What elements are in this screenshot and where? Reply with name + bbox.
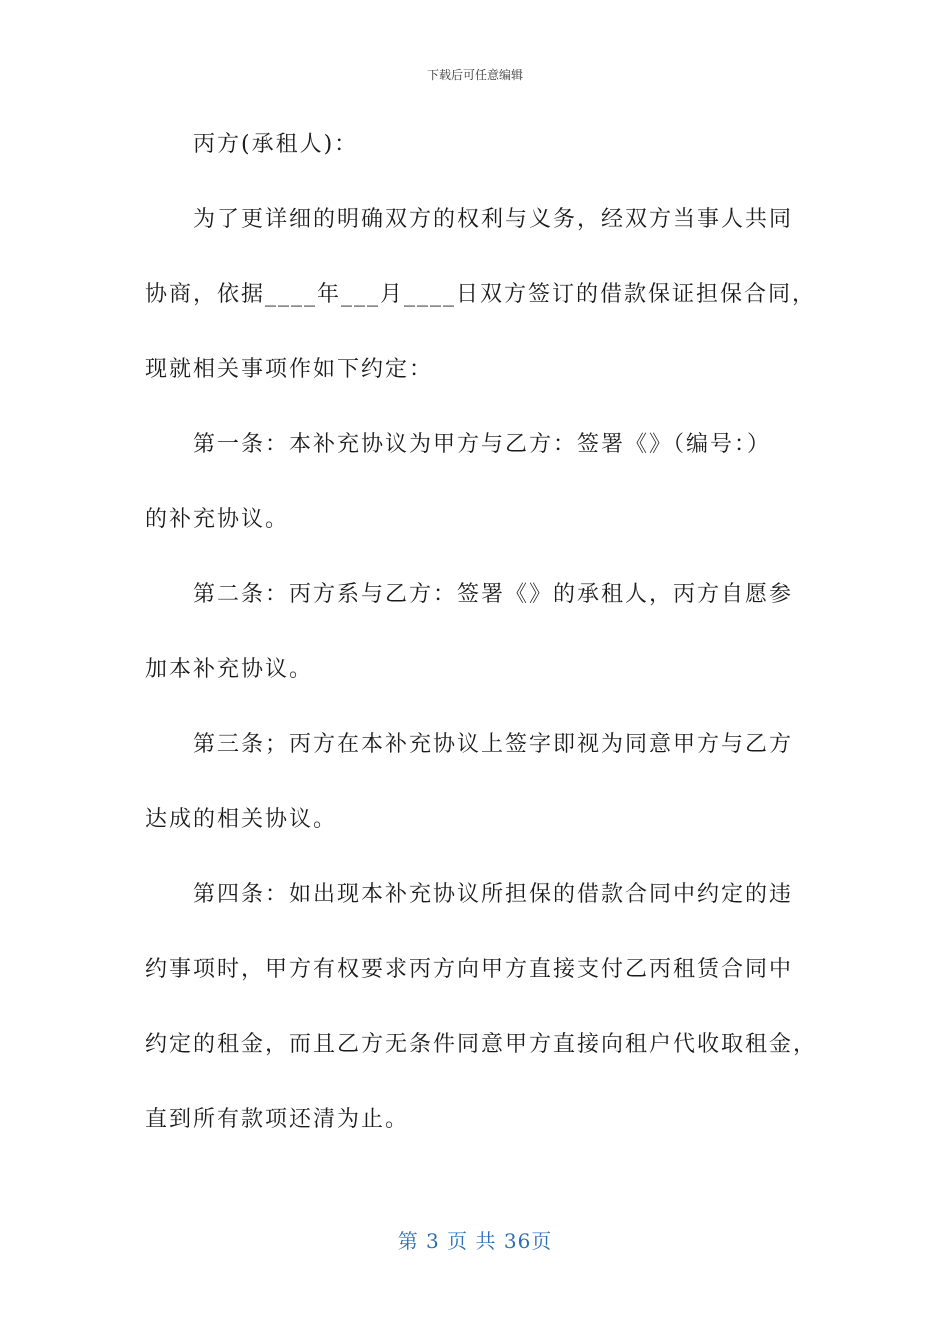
party-c-line: 丙方(承租人)：: [193, 132, 359, 157]
body-line: 达成的相关协议。: [145, 807, 338, 832]
page-number: 第 3 页 共 36页: [397, 1229, 553, 1253]
body-line: 协商，依据____年___月____日双方签订的借款保证担保合同，: [145, 282, 817, 307]
body-line: 约定的租金，而且乙方无条件同意甲方直接向租户代收取租金，: [145, 1032, 818, 1057]
body-line: 的补充协议。: [145, 507, 290, 532]
article-3-line: 第三条；丙方在本补充协议上签字即视为同意甲方与乙方: [193, 732, 794, 757]
body-line: 现就相关事项作如下约定：: [145, 357, 434, 382]
page-header: 下载后可任意编辑: [426, 68, 523, 82]
article-2-line: 第二条：丙方系与乙方：签署《》的承租人，丙方自愿参: [193, 582, 794, 607]
article-4-line: 第四条：如出现本补充协议所担保的借款合同中约定的违: [193, 882, 794, 907]
body-line: 直到所有款项还清为止。: [145, 1107, 410, 1132]
body-line: 加本补充协议。: [145, 657, 314, 682]
body-line: 约事项时，甲方有权要求丙方向甲方直接支付乙丙租赁合同中: [145, 957, 794, 982]
article-1-line: 第一条：本补充协议为甲方与乙方：签署《》（编号：）: [193, 432, 772, 457]
body-line: 为了更详细的明确双方的权利与义务，经双方当事人共同: [193, 207, 794, 232]
